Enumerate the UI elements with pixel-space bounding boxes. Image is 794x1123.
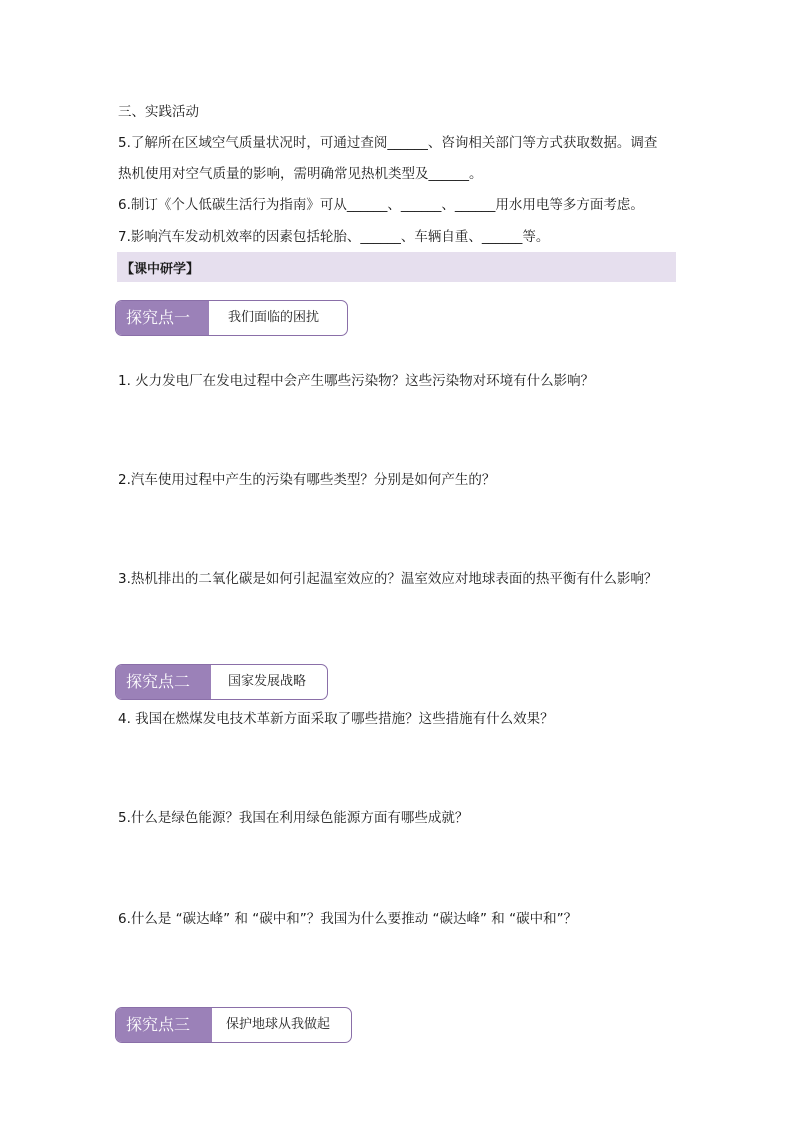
question-1: 1. 火力发电厂在发电过程中会产生哪些污染物？这些污染物对环境有什么影响？ (118, 373, 595, 389)
explore-tag-3-label: 探究点三 (116, 1008, 212, 1042)
explore-tag-2-label: 探究点二 (116, 665, 211, 699)
practice-line-5b: 热机使用对空气质量的影响，需明确常见热机类型及______。 (118, 166, 483, 182)
explore-tag-3 (115, 1007, 352, 1043)
explore-tag-2-title: 国家发展战略 (228, 674, 307, 689)
explore-tag-2 (115, 664, 328, 700)
question-5: 5.什么是绿色能源？我国在利用绿色能源方面有哪些成就？ (118, 810, 469, 826)
question-4: 4. 我国在燃煤发电技术革新方面采取了哪些措施？这些措施有什么效果？ (118, 711, 554, 727)
practice-line-5a: 5.了解所在区域空气质量状况时，可通过查阅______、咨询相关部门等方式获取数据。调查 (118, 135, 658, 151)
practice-line-6: 6.制订《个人低碳生活行为指南》可从______、______、______用水用电等多方面考虑。 (118, 197, 644, 213)
explore-tag-1-title: 我们面临的困扰 (228, 310, 320, 325)
practice-line-7: 7.影响汽车发动机效率的因素包括轮胎、______、车辆自重、______等。 (118, 229, 550, 245)
explore-tag-1-label: 探究点一 (116, 301, 209, 335)
explore-tag-1 (115, 300, 348, 336)
question-6: 6.什么是 “碳达峰” 和 “碳中和”？我国为什么要推动 “碳达峰” 和 “碳中和”？ (118, 911, 578, 927)
explore-tag-3-title: 保护地球从我做起 (226, 1017, 331, 1032)
section-bar (117, 252, 676, 282)
question-3: 3.热机排出的二氧化碳是如何引起温室效应的？温室效应对地球表面的热平衡有什么影响？ (118, 571, 658, 587)
question-2: 2.汽车使用过程中产生的污染有哪些类型？分别是如何产生的？ (118, 472, 496, 488)
practice-heading: 三、实践活动 (118, 104, 199, 120)
section-title: 【课中研学】 (121, 262, 200, 277)
